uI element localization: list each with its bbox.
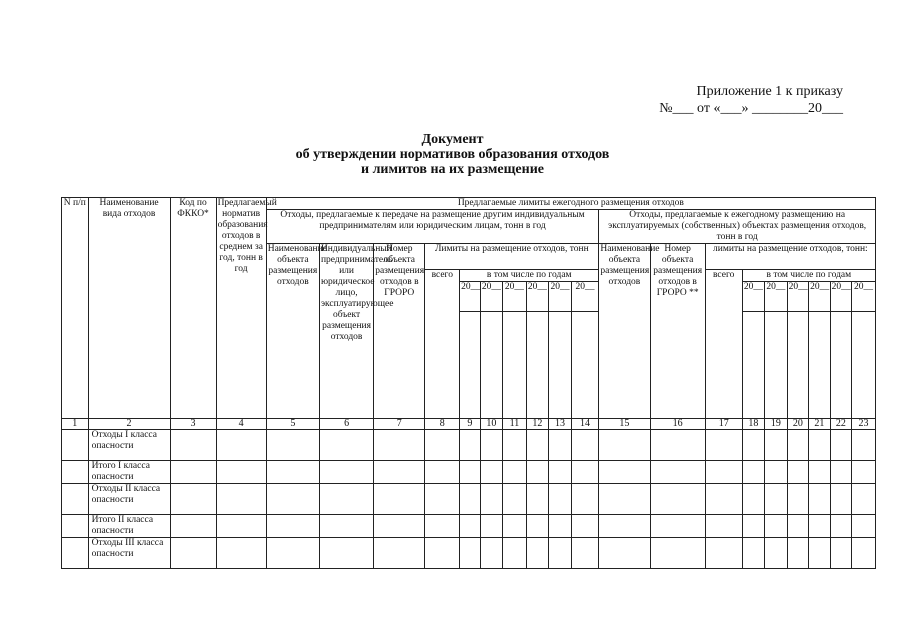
header-year: 20__ — [526, 282, 549, 312]
column-number: 21 — [809, 419, 830, 430]
row-label: Отходы I класса опасности — [88, 430, 170, 461]
table-row — [62, 538, 876, 569]
appendix-line: Приложение 1 к приказу — [696, 84, 843, 99]
column-number: 17 — [705, 419, 742, 430]
header-year: 20__ — [809, 282, 830, 312]
header-own-object-name: Наименование объекта размещения отходов — [599, 244, 650, 419]
header-total-own: всего — [705, 270, 742, 419]
column-number: 12 — [526, 419, 549, 430]
column-number: 1 — [62, 419, 89, 430]
header-own-group: Отходы, предлагаемые к ежегодному размещению на эксплуатируемых (собственных) объектах размещения отходов, тонн в год — [599, 210, 876, 244]
column-number: 3 — [170, 419, 216, 430]
header-number: N п/п — [62, 198, 89, 419]
title-line-2: об утверждении нормативов образования отходов — [295, 147, 610, 162]
column-number: 14 — [571, 419, 599, 430]
order-number-line: №___ от «___» ________20___ — [659, 101, 843, 116]
document-title — [0, 132, 905, 177]
table-row — [62, 515, 876, 538]
column-number: 8 — [425, 419, 460, 430]
header-proposed-norm: Предлагаемый норматив образования отходов в среднем за год, тонн в год — [216, 198, 266, 419]
header-by-years: в том числе по годам — [460, 270, 599, 282]
column-number: 6 — [319, 419, 373, 430]
column-number: 4 — [216, 419, 266, 430]
header-year: 20__ — [480, 282, 503, 312]
column-number: 9 — [460, 419, 480, 430]
column-number: 2 — [88, 419, 170, 430]
column-number-row — [62, 419, 876, 430]
header-entrepreneur: Индивидуальный предприниматель или юридическое лицо, эксплуатирующее объект размещения отходов — [319, 244, 373, 419]
table-row — [62, 484, 876, 515]
header-object-name: Наименование объекта размещения отходов — [266, 244, 319, 419]
header-year: 20__ — [460, 282, 480, 312]
norms-limits-table — [61, 197, 876, 569]
header-by-years-own: в том числе по годам — [742, 270, 875, 282]
header-limits-transfer: Лимиты на размещение отходов, тонн — [425, 244, 599, 270]
header-year: 20__ — [503, 282, 527, 312]
title-line-3: и лимитов на их размещение — [361, 162, 544, 177]
row-label: Отходы II класса опасности — [88, 484, 170, 515]
column-number: 20 — [787, 419, 808, 430]
header-year: 20__ — [571, 282, 599, 312]
row-label: Итого II класса опасности — [88, 515, 170, 538]
header-limits-own: лимиты на размещение отходов, тонн: — [705, 244, 875, 270]
header-year: 20__ — [787, 282, 808, 312]
column-number: 19 — [765, 419, 788, 430]
header-year: 20__ — [742, 282, 765, 312]
header-own-object-number: Номер объекта размещения отходов в ГРОРО ** — [650, 244, 705, 419]
column-number: 5 — [266, 419, 319, 430]
header-object-number: Номер объекта размещения отходов в ГРОРО — [374, 244, 425, 419]
column-number: 18 — [742, 419, 765, 430]
header-year: 20__ — [852, 282, 876, 312]
header-transfer-group: Отходы, предлагаемые к передаче на размещение другим индивидуальным предпринимателям или юридическим лицам, тонн в год — [266, 210, 599, 244]
header-waste-name: Наименование вида отходов — [88, 198, 170, 419]
table-row — [62, 461, 876, 484]
column-number: 15 — [599, 419, 650, 430]
header-year: 20__ — [549, 282, 572, 312]
column-number: 7 — [374, 419, 425, 430]
header-total: всего — [425, 270, 460, 419]
header-year: 20__ — [830, 282, 851, 312]
header-fkko-code: Код по ФККО* — [170, 198, 216, 419]
column-number: 22 — [830, 419, 851, 430]
column-number: 10 — [480, 419, 503, 430]
column-number: 16 — [650, 419, 705, 430]
row-label: Итого I класса опасности — [88, 461, 170, 484]
header-proposed-limits: Предлагаемые лимиты ежегодного размещения отходов — [266, 198, 875, 210]
row-label: Отходы III класса опасности — [88, 538, 170, 569]
title-line-1: Документ — [421, 132, 484, 147]
column-number: 13 — [549, 419, 572, 430]
header-year: 20__ — [765, 282, 788, 312]
appendix-reference — [659, 83, 843, 117]
column-number: 11 — [503, 419, 527, 430]
table-row — [62, 430, 876, 461]
column-number: 23 — [852, 419, 876, 430]
